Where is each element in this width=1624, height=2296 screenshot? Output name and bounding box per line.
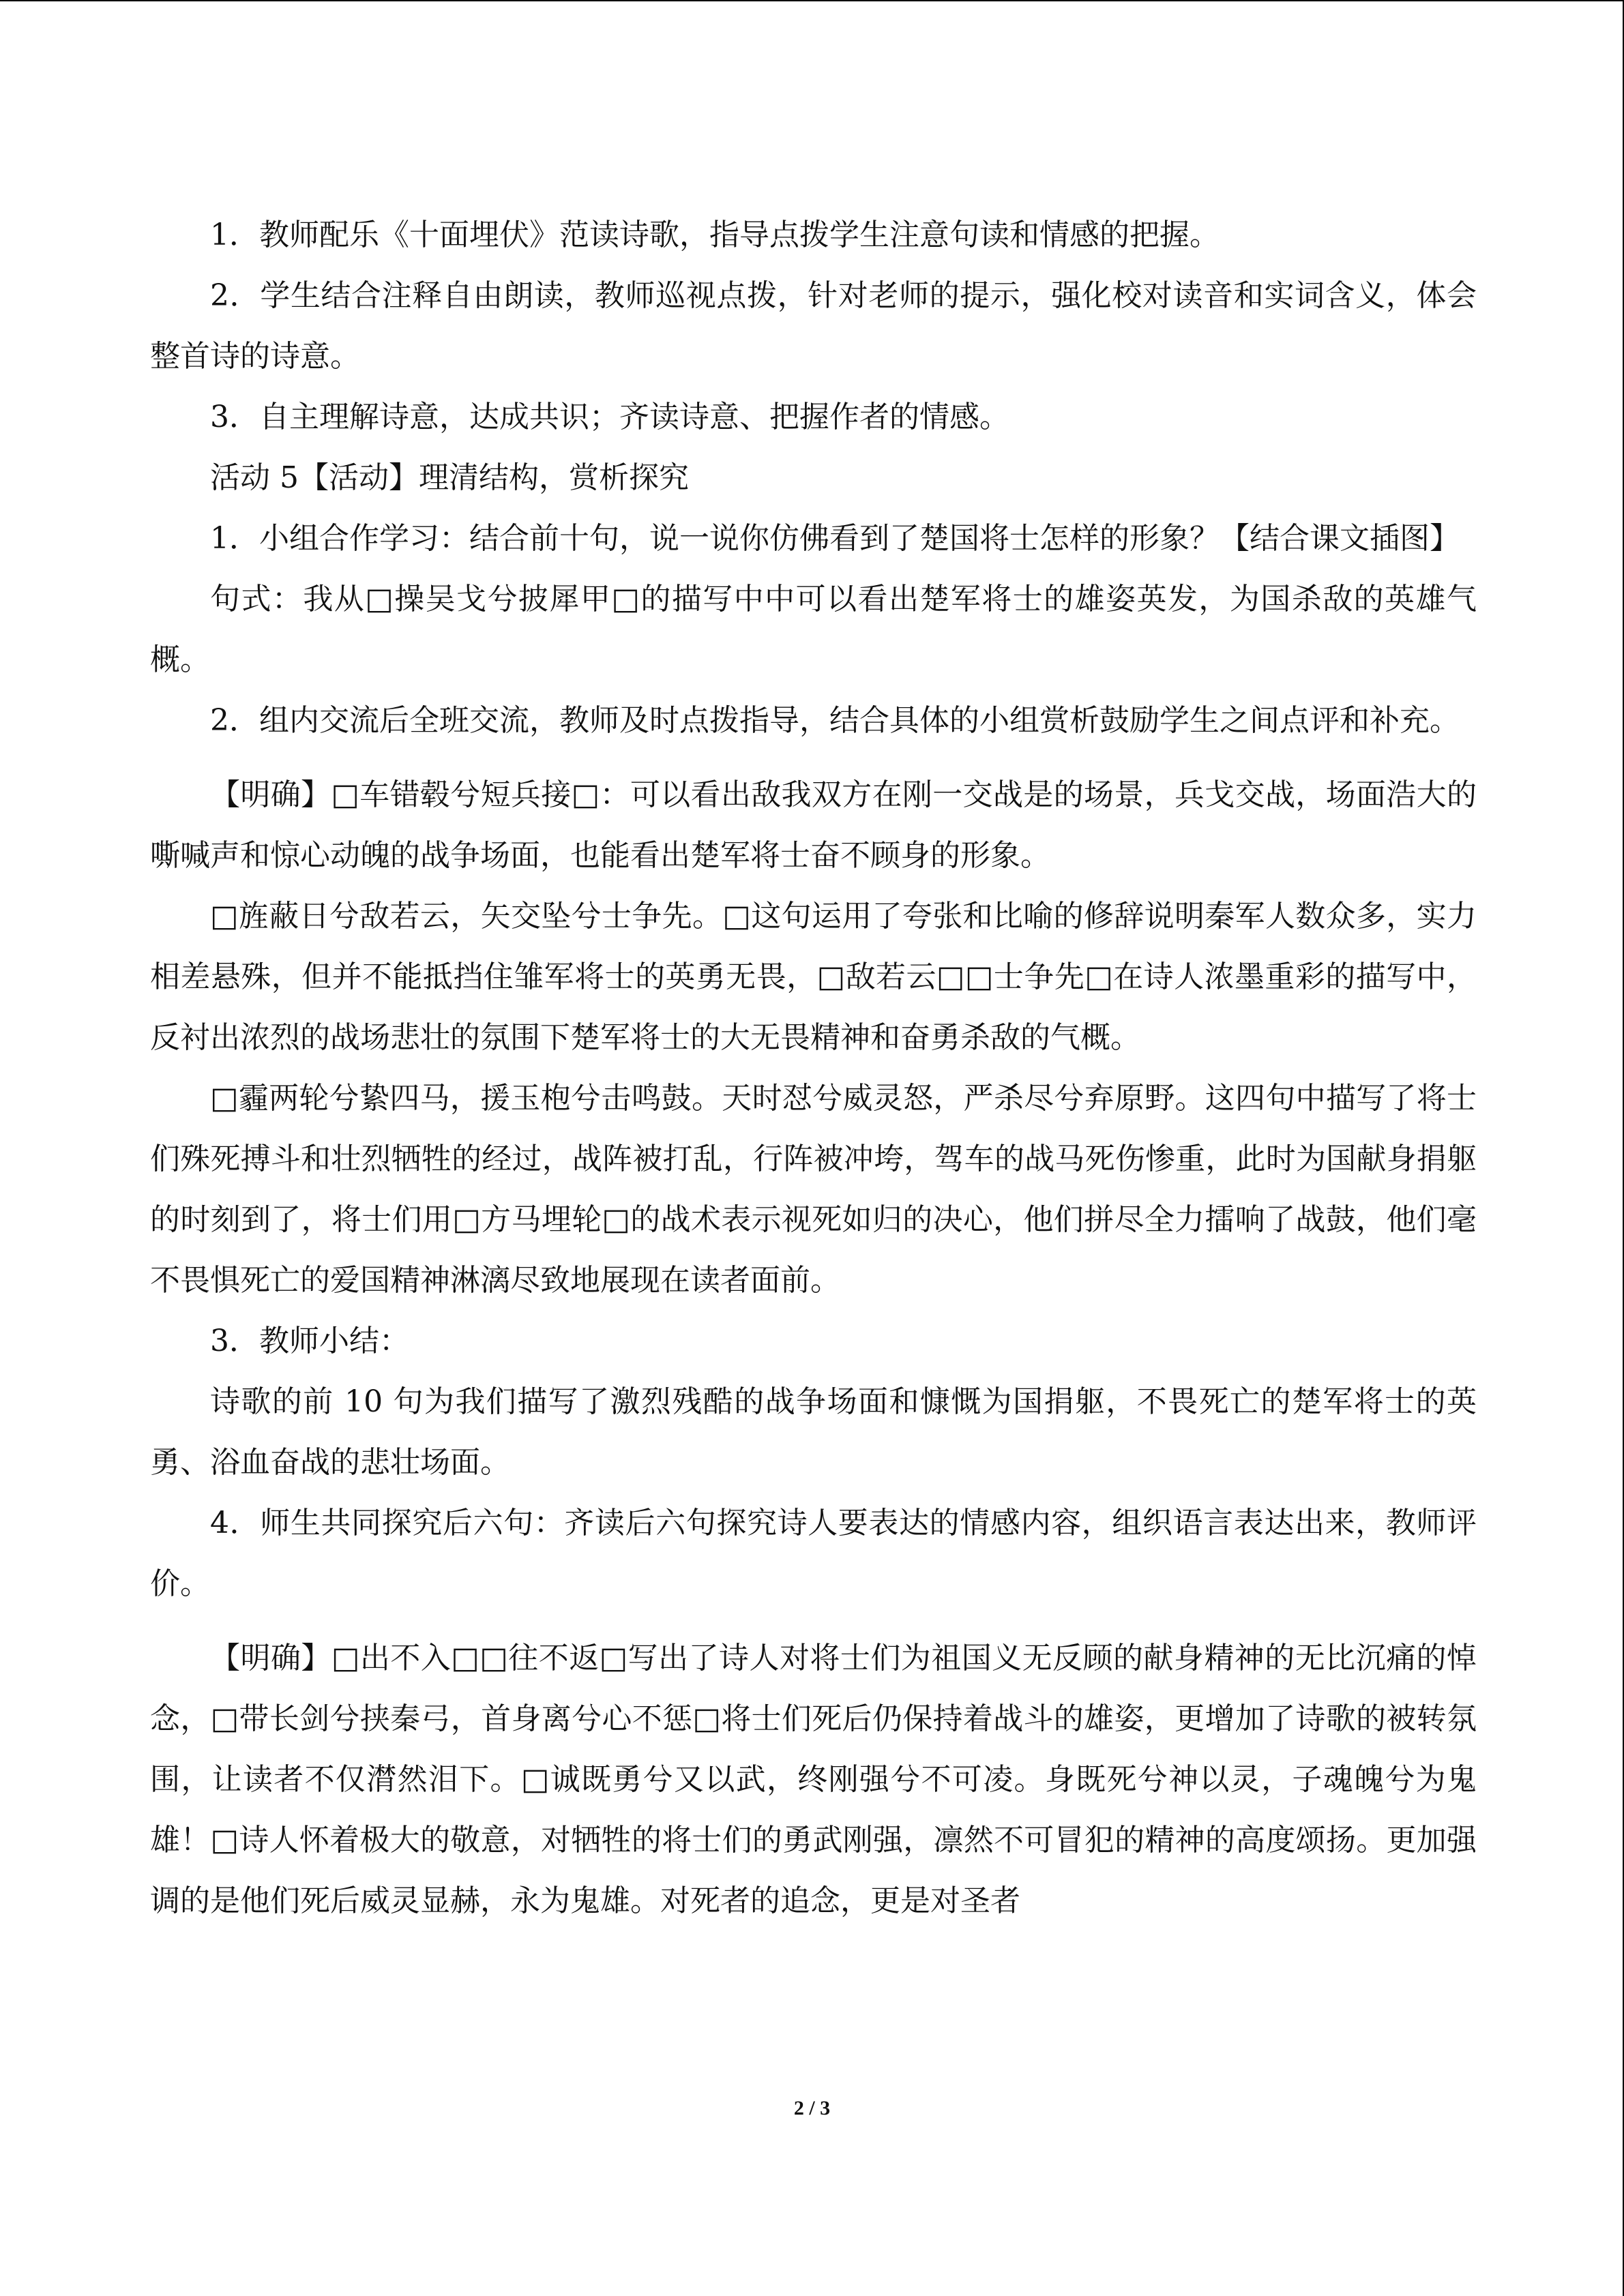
document-body: [150, 205, 1477, 1931]
activity-heading: 活动 5【活动】理清结构，赏析探究: [210, 460, 689, 495]
page-number: 2 / 3: [793, 2097, 831, 2119]
paragraph-2: 2．学生结合注释自由朗读，教师巡视点拨，针对老师的提示，强化校对读音和实词含义，体会整首诗的诗意。: [150, 278, 1477, 374]
sentence-pattern: 句式：我从□操吴戈兮披犀甲□的描写中中可以看出楚军将士的雄姿英发，为国杀敌的英雄气概。: [150, 582, 1477, 677]
paragraph-10: □霾两轮兮絷四马，援玉枹兮击鸣鼓。天时怼兮威灵怒，严杀尽兮弃原野。这四句中描写了将士们殊死搏斗和壮烈牺牲的经过，战阵被打乱，行阵被冲垮，驾车的战马死伤惨重，此时为国献身捐躯的时刻到了，将士们用□方马埋轮□的战术表示视死如归的决心，他们拼尽全力擂响了战鼓，他们毫不畏惧死亡的爱国精神淋漓尽致地展现在读者面前。: [150, 1081, 1477, 1298]
paragraph-7: 2．组内交流后全班交流，教师及时点拨指导，结合具体的小组赏析鼓励学生之间点评和补充。: [210, 703, 1460, 738]
paragraph-3: 3．自主理解诗意，达成共识；齐读诗意、把握作者的情感。: [210, 400, 1009, 434]
paragraph-9: □旌蔽日兮敌若云，矢交坠兮士争先。□这句运用了夸张和比喻的修辞说明秦军人数众多，实力相差悬殊，但并不能抵挡住雏军将士的英勇无畏，□敌若云□□士争先□在诗人浓墨重彩的描写中，反衬出浓烈的战场悲壮的氛围下楚军将士的大无畏精神和奋勇杀敌的气概。: [150, 899, 1477, 1055]
teacher-summary-heading: 3．教师小结：: [210, 1324, 409, 1358]
clarification-2: 【明确】□出不入□□往不返□写出了诗人对将士们为祖国义无反顾的献身精神的无比沉痛的悼念，□带长剑兮挟秦弓，首身离兮心不惩□将士们死后仍保持着战斗的雄姿，更增加了诗歌的被转氛围，让读者不仅潸然泪下。□诚既勇兮又以武，终刚强兮不可凌。身既死兮神以灵，子魂魄兮为鬼雄！□诗人怀着极大的敬意，对牺牲的将士们的勇武刚强，凛然不可冒犯的精神的高度颂扬。更加强调的是他们死后威灵显赫，永为鬼雄。对死者的追念，更是对圣者: [150, 1641, 1477, 1918]
paragraph-13: 4．师生共同探究后六句：齐读后六句探究诗人要表达的情感内容，组织语言表达出来，教师评价。: [150, 1506, 1477, 1601]
paragraph-1: 1．教师配乐《十面埋伏》范读诗歌，指导点拨学生注意句读和情感的把握。: [210, 218, 1220, 252]
paragraph-5: 1．小组合作学习：结合前十句，说一说你仿佛看到了楚国将士怎样的形象？【结合课文插图】: [210, 521, 1460, 556]
paragraph-12: 诗歌的前 10 句为我们描写了激烈残酷的战争场面和慷慨为国捐躯，不畏死亡的楚军将士的英勇、浴血奋战的悲壮场面。: [150, 1384, 1477, 1480]
clarification-1: 【明确】□车错毂兮短兵接□：可以看出敌我双方在刚一交战是的场景，兵戈交战，场面浩大的嘶喊声和惊心动魄的战争场面，也能看出楚军将士奋不顾身的形象。: [150, 777, 1477, 873]
